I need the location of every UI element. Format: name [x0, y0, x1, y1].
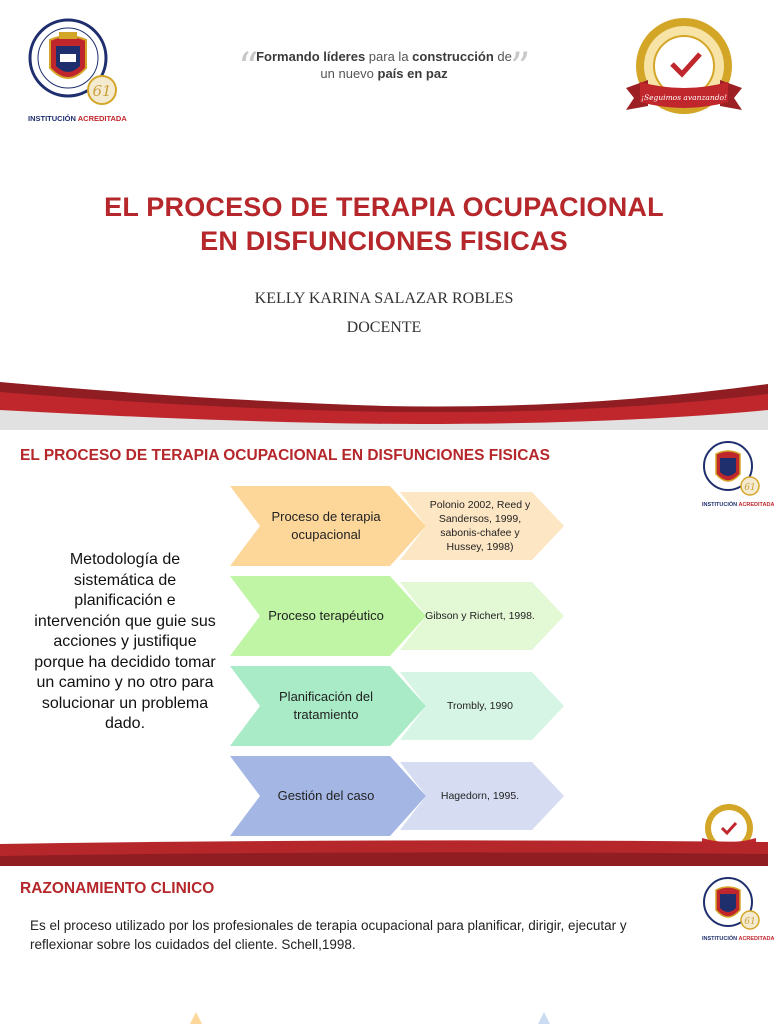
- process-step-label: Proceso de terapia ocupacional: [271, 509, 381, 542]
- reference-label: Gibson y Richert, 1998.: [425, 610, 535, 622]
- accreditation-label: INSTITUCIÓN ACREDITADA: [702, 502, 774, 508]
- accreditation-seal-logo: [622, 14, 746, 124]
- reference-label: Trombly, 1990: [447, 700, 513, 712]
- slide-title: RAZONAMIENTO CLINICO: [20, 880, 215, 897]
- decorative-partial-shapes: [0, 1010, 768, 1024]
- svg-text:61: 61: [92, 82, 112, 100]
- accreditation-label: INSTITUCIÓN ACREDITADA: [28, 114, 127, 123]
- methodology-text: Metodología de sistemática de planificación e intervención que guie sus acciones y justifique porque ha decidido tomar un camino y no otro para solucionar un problema dado.: [34, 551, 216, 732]
- accreditation-label: INSTITUCIÓN ACREDITADA: [702, 936, 774, 942]
- process-slide: [0, 430, 774, 866]
- university-crest-logo: [702, 438, 762, 500]
- svg-text:61: 61: [744, 917, 756, 927]
- university-crest-logo: [702, 874, 762, 934]
- process-step-label: Gestión del caso: [277, 788, 375, 803]
- author-role: DOCENTE: [346, 319, 422, 336]
- title-slide: [0, 0, 768, 430]
- process-step-label: Planificación del tratamiento: [279, 689, 373, 722]
- close-quote-icon: ”: [510, 45, 531, 91]
- author-name: KELLY KARINA SALAZAR ROBLES: [254, 290, 514, 307]
- process-step-label: Proceso terapéutico: [268, 608, 384, 623]
- svg-text:¡Seguimos avanzando!: ¡Seguimos avanzando!: [640, 93, 728, 102]
- clinical-reasoning-slide: [0, 866, 774, 1024]
- decorative-wave: [0, 370, 768, 430]
- tagline: Formando líderes para la construcción de un nuevo país en paz: [256, 49, 512, 81]
- reference-label: Polonio 2002, Reed y Sandersos, 1999, sabonis-chafee y Hussey, 1998): [429, 499, 531, 553]
- presentation-title: EL PROCESO DE TERAPIA OCUPACIONAL EN DISFUNCIONES FISICAS: [104, 192, 664, 256]
- svg-text:61: 61: [744, 483, 756, 493]
- clinical-reasoning-text: Es el proceso utilizado por los profesionales de terapia ocupacional para planificar, dirigir, ejecutar y reflexionar sobre los cuidados del cliente. Schell,1998.: [30, 918, 627, 952]
- decorative-band: [0, 836, 768, 866]
- open-quote-icon: “: [238, 45, 259, 91]
- slide-title: EL PROCESO DE TERAPIA OCUPACIONAL EN DISFUNCIONES FISICAS: [20, 447, 550, 464]
- reference-label: Hagedorn, 1995.: [440, 790, 520, 802]
